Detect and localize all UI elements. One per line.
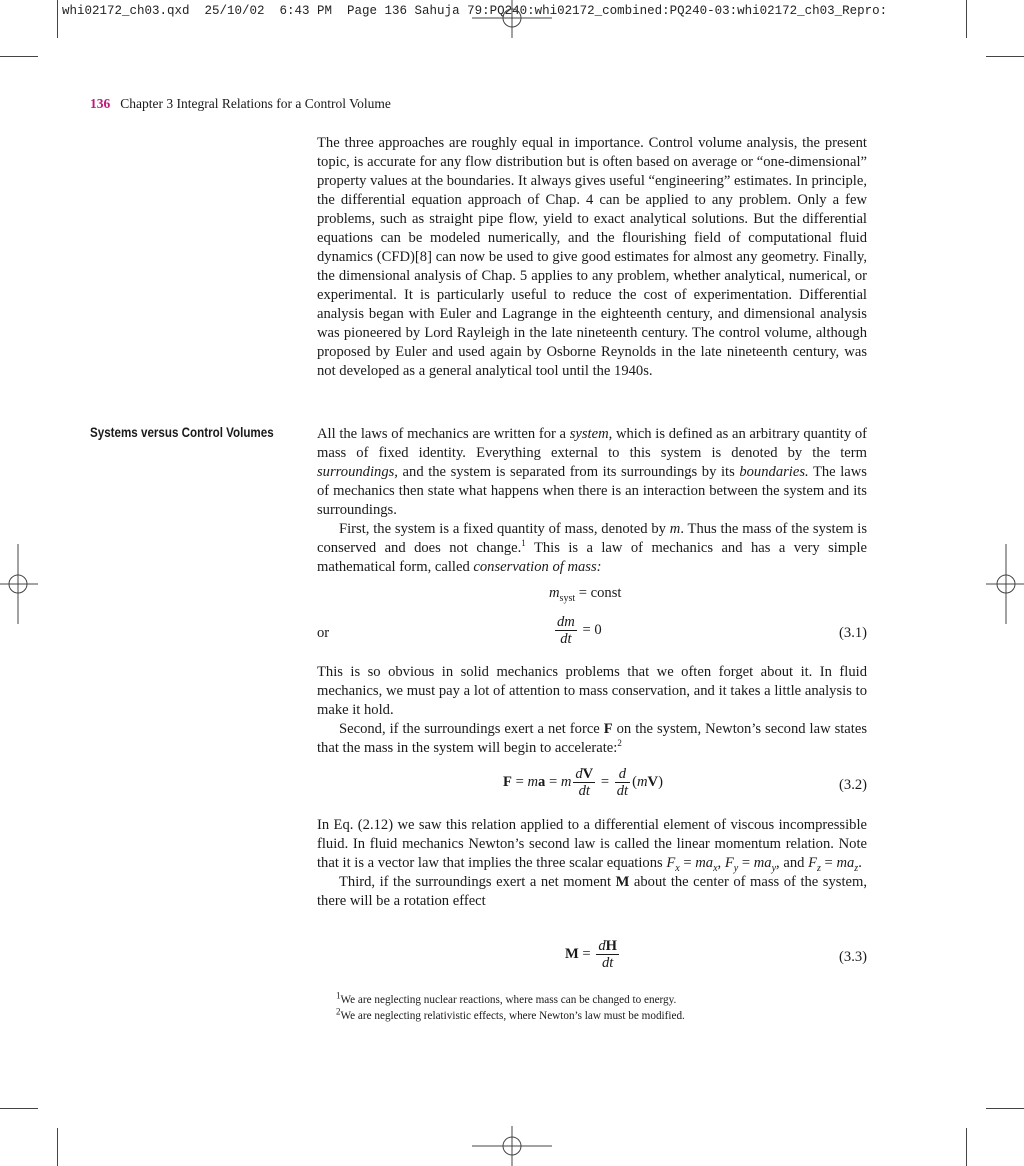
registration-mark [984,544,1024,624]
running-head [90,96,391,112]
paragraph-mass: First, the system is a fixed quantity of mass, denoted by m. Thus the mass of the system is conserved and does not change.$^1$ This is a law of mechanics and has a very simple mathematical form, called conservation of mass: [317,521,867,575]
footnotes [336,992,685,1024]
paragraph-moment: Third, if the surroundings exert a net moment M about the center of mass of the system, there will be a rotation effect [317,874,867,909]
paragraph-newton: Second, if the surroundings exert a net force F on the system, Newton’s second law states that the mass in the system will begin to accelerate:$^2$ [317,721,868,756]
registration-mark [472,0,552,40]
crop-mark [0,1108,38,1109]
equation-number: (3.3) [839,949,867,965]
section-body-2 [317,663,867,758]
registration-mark [0,544,40,624]
paragraph-system: All the laws of mechanics are written for a system, which is defined as an arbitrary quantity of mass of fixed identity. Everything external to this system is denoted by the term surroundings, and the system is separated from its surroundings by its boundaries. The laws of mechanics then state what happens when there is an interaction between the system and its surroundings. [317,426,867,518]
equation-3-3: M = $\frac{dH}{dt}$ (3.3) [565,938,867,971]
crop-mark [0,56,38,57]
page-number: 136 [90,96,111,111]
footnote-1: $^1$We are neglecting nuclear reactions, where mass can be changed to energy. [336,990,677,1006]
section-body-1 [317,425,867,577]
or-label: or [317,625,330,641]
paragraph-momentum: In Eq. (2.12) we saw this relation applied to a differential element of viscous incompressible fluid. In fluid mechanics Newton’s second law is called the linear momentum relation. Note that it is a vector law that implies the three scalar equations $F_x = ma_x$, $F_y = ma_y$, and $F_z = ma_z$. [317,817,867,874]
paragraph-obvious: This is so obvious in solid mechanics problems that we often forget about it. In fluid mechanics, we must pay a lot of attention to mass conservation, and it takes a little analysis to make it hold. [317,664,867,718]
crop-mark [986,1108,1024,1109]
intro-text: The three approaches are roughly equal in importance. Control volume analysis, the present topic, is accurate for any flow distribution but is often based on average or “one-dimensional” property values at the boundaries. It always gives useful “engineering” estimates. In principle, the differential equation approach of Chap. 4 can be applied to any problem. Only a few problems, such as straight pipe flow, yield to exact analytical solutions. But the differential equations can be modeled numerically, and the flourishing field of computational fluid dynamics (CFD)[8] can now be used to give good estimates for almost any geometry. Finally, the dimensional analysis of Chap. 5 applies to any problem, whether analytical, numerical, or experimental. It is particularly useful to reduce the cost of experimentation. Differential analysis began with Euler and Lagrange in the eighteenth century, and dimensional analysis was pioneered by Lord Rayleigh in the late nineteenth century. The control volume, although proposed by Euler and used again by Osborne Reynolds in the late nineteenth century, was not developed as a general analytical tool until the 1940s. [317,135,867,379]
chapter-title: Chapter 3 Integral Relations for a Control Volume [120,96,391,111]
section-heading: Systems versus Control Volumes [90,425,274,440]
equation-3-2: F = ma = m $\frac{dV}{dt}$ = $\frac{d}{dt}$ (mV) (3.2) [503,766,867,799]
equation-number: (3.1) [839,625,867,641]
crop-mark [57,1128,58,1166]
footnote-2: $^2$We are neglecting relativistic effects, where Newton’s law must be modified. [336,1006,685,1022]
crop-mark [966,0,967,38]
crop-mark [986,56,1024,57]
intro-paragraph [317,134,867,381]
slug-line: whi02172_ch03.qxd 25/10/02 6:43 PM Page 136 Sahuja 79:PQ240:whi02172_combined:PQ240-03:whi02172_ch03_Repro: [62,4,888,18]
equation-number: (3.2) [839,777,867,793]
section-body-3 [317,816,867,911]
fraction-dm-dt: $\frac{dm}{dt}$ [557,614,575,647]
crop-mark [966,1128,967,1166]
registration-mark [472,1126,552,1166]
equation-3-1: or $\frac{dm}{dt}$ = 0 (3.1) [317,614,867,647]
crop-mark [57,0,58,38]
